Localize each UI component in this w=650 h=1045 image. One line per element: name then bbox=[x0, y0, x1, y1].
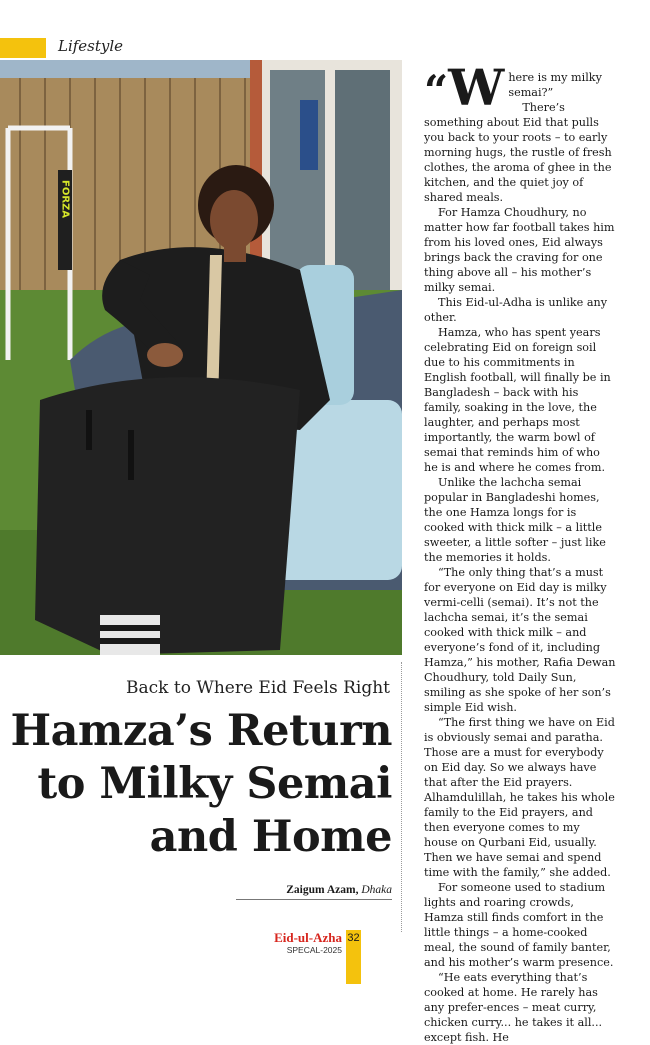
paragraph: “The only thing that’s a must for everyone on Eid day is milky vermi-celli (semai). It’s not the lachcha semai, it’s the semai cooked with thick milk – and everyone’s fond of it, including Hamza,” his mother, Rafia Dewan Choudhury, told Daily Sun, smiling as she spoke of her son’s simple Eid wish. bbox=[424, 566, 616, 714]
dropcap bbox=[424, 58, 505, 117]
article-body bbox=[424, 58, 616, 1045]
hero-photo bbox=[0, 60, 402, 655]
paragraph: “The first thing we have on Eid is obviously semai and paratha. Those are a must for everybody on Eid day. So we always have that after the Eid prayers. Alhamdulillah, he takes his whole family to the Eid prayers, and then everyone comes to my house on Qurbani Eid, usually. Then we have semai and spend time with the family,” she added. bbox=[424, 716, 615, 879]
lead-line: here is my milky bbox=[508, 71, 602, 84]
headline bbox=[0, 705, 392, 864]
column-divider bbox=[401, 662, 402, 932]
paragraph: “He eats everything that’s cooked at home. He rarely has any prefer-ences – meat curry, chicken curry... he takes it all... except fish. He bbox=[424, 971, 603, 1044]
paragraph: Hamza, who has spent years celebrating Eid on foreign soil due to his commitments in English football, will finally be in Bangladesh – back with his family, soaking in the love, the laughter, and perhaps most importantly, the warm bowl of semai that reminds him of who he is and where he comes from. bbox=[424, 326, 611, 474]
paragraph: Unlike the lachcha semai popular in Bangladeshi homes, the one Hamza longs for is cooked with thick milk – a little sweeter, a little softer – just like the memories it holds. bbox=[424, 476, 606, 564]
footer-brand-title: Eid-ul-Azha bbox=[274, 930, 342, 945]
section-label: Lifestyle bbox=[58, 37, 124, 55]
open-quote-mark: “ bbox=[424, 66, 449, 115]
byline-location: Dhaka bbox=[361, 884, 392, 896]
paragraph: This Eid-ul-Adha is unlike any other. bbox=[424, 296, 608, 324]
headline-line: Hamza’s Return bbox=[10, 706, 392, 756]
headline-line: to Milky Semai bbox=[37, 759, 392, 809]
byline bbox=[236, 884, 392, 900]
paragraph: For someone used to stadium lights and roaring crowds, Hamza still finds comfort in the little things – a home-cooked meal, the sound of family banter, and his mother’s warm presence. bbox=[424, 881, 614, 969]
section-accent-bar bbox=[0, 38, 46, 58]
page-number: 32 bbox=[347, 932, 360, 944]
headline-kicker: Back to Where Eid Feels Right bbox=[126, 678, 390, 698]
paragraph: For Hamza Choudhury, no matter how far football takes him from his loved ones, Eid always brings back the craving for one thing above all – his mother’s milky semai. bbox=[424, 206, 615, 294]
byline-author: Zaigum Azam, bbox=[286, 884, 359, 896]
footer-brand bbox=[258, 930, 342, 955]
headline-line: and Home bbox=[149, 812, 392, 862]
paragraph: There’s something about Eid that pulls you back to your roots – to early morning hugs, the rustle of fresh clothes, the aroma of ghee in the kitchen, and the quiet joy of shared meals. bbox=[424, 101, 612, 204]
lead-line: semai?” bbox=[508, 86, 554, 99]
footer-brand-subtitle: SPECAL-2025 bbox=[286, 945, 342, 955]
svg-text:FORZA: FORZA bbox=[59, 180, 71, 219]
dropcap-letter: W bbox=[448, 58, 505, 117]
